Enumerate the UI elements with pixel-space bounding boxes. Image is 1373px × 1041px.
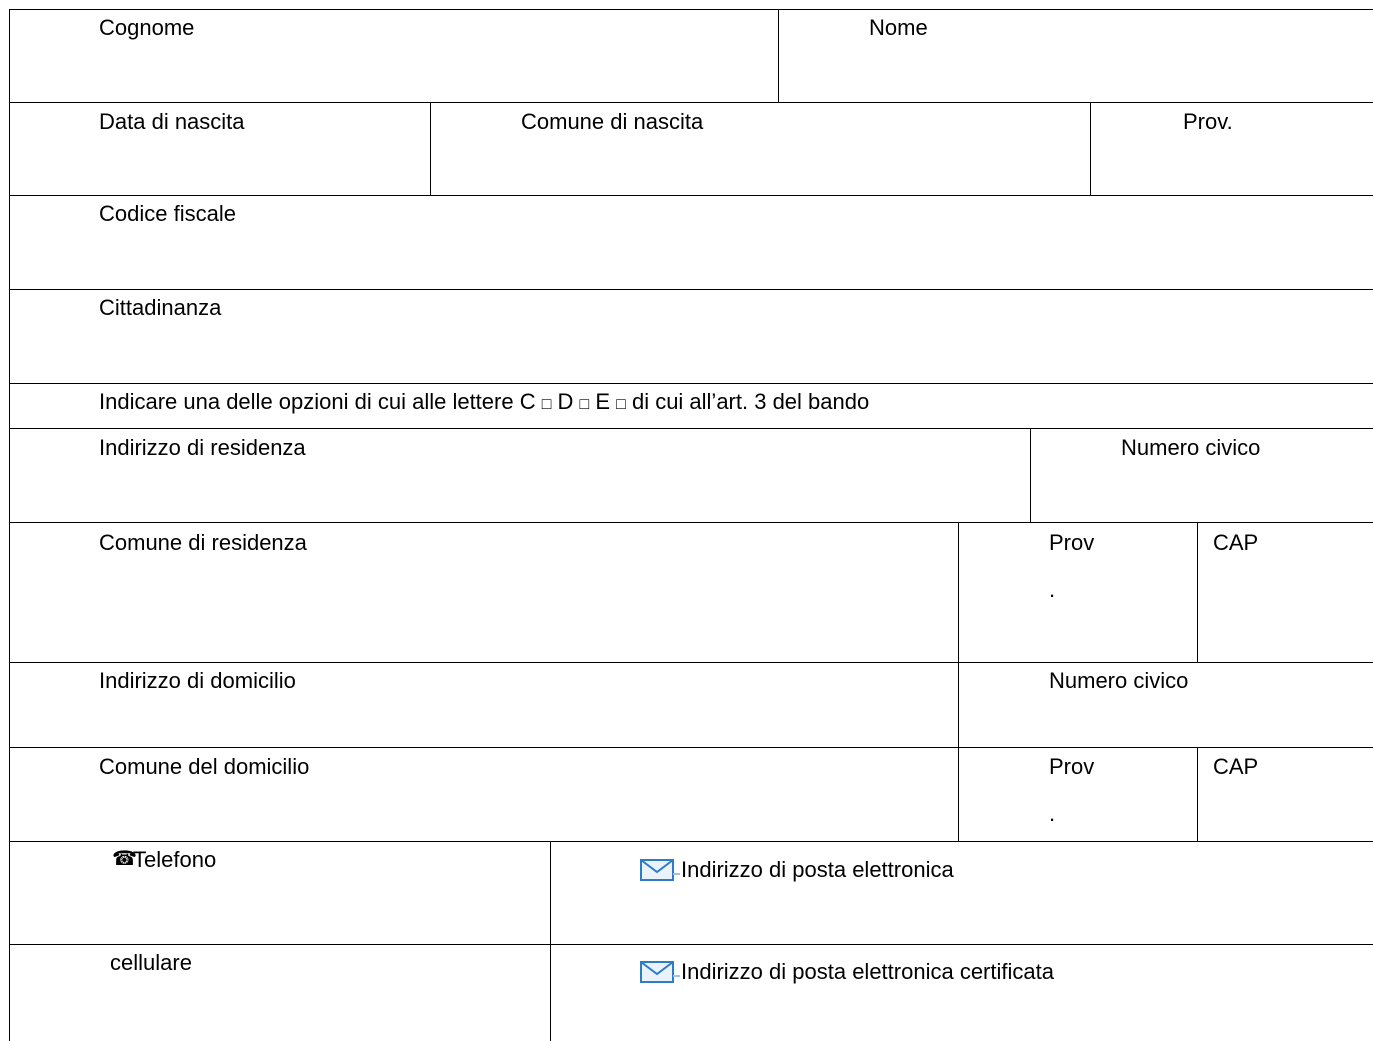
envelope-icon bbox=[640, 859, 680, 881]
telefono-label: Telefono bbox=[133, 847, 217, 872]
prov-residenza-dot: . bbox=[1049, 577, 1056, 602]
opzioni-instruction bbox=[99, 389, 869, 418]
cellulare-field[interactable] bbox=[10, 945, 550, 1041]
comune-residenza-label: Comune di residenza bbox=[99, 530, 307, 555]
cap-residenza-label: CAP bbox=[1213, 530, 1259, 555]
numero-civico-domicilio-label: Numero civico bbox=[1049, 668, 1189, 693]
telefono-field[interactable] bbox=[10, 842, 550, 944]
cap-domicilio-label: CAP bbox=[1213, 754, 1259, 779]
row-divider bbox=[9, 383, 1373, 384]
email-field[interactable] bbox=[551, 842, 1373, 944]
data-nascita-label: Data di nascita bbox=[99, 109, 245, 134]
opzione-e-label: E bbox=[595, 389, 611, 414]
email-label: Indirizzo di posta elettronica bbox=[681, 857, 954, 882]
comune-nascita-label: Comune di nascita bbox=[521, 109, 704, 134]
opzione-e-checkbox[interactable]: □ bbox=[616, 396, 626, 413]
comune-domicilio-label: Comune del domicilio bbox=[99, 754, 310, 779]
pec-label: Indirizzo di posta elettronica certificata bbox=[681, 959, 1054, 984]
numero-civico-residenza-label: Numero civico bbox=[1121, 435, 1261, 460]
nome-label: Nome bbox=[869, 15, 928, 40]
prov-domicilio-dot: . bbox=[1049, 801, 1056, 826]
indirizzo-residenza-label: Indirizzo di residenza bbox=[99, 435, 306, 460]
opzione-d-label: D bbox=[557, 389, 574, 414]
prov-domicilio-label: Prov bbox=[1049, 754, 1095, 779]
codice-fiscale-label: Codice fiscale bbox=[99, 201, 236, 226]
opzione-c-checkbox[interactable]: □ bbox=[541, 396, 552, 413]
cellulare-label: cellulare bbox=[110, 950, 192, 975]
phone-icon: ☎ bbox=[112, 846, 137, 870]
opzione-d-checkbox[interactable]: □ bbox=[579, 396, 590, 413]
opzioni-suffix: di cui all’art. 3 del bando bbox=[631, 389, 870, 414]
envelope-icon bbox=[640, 961, 680, 983]
cognome-label: Cognome bbox=[99, 15, 195, 40]
prov-residenza-label: Prov bbox=[1049, 530, 1095, 555]
prov-nascita-label: Prov. bbox=[1183, 109, 1233, 134]
indirizzo-domicilio-label: Indirizzo di domicilio bbox=[99, 668, 296, 693]
cittadinanza-label: Cittadinanza bbox=[99, 295, 222, 320]
opzioni-prefix: Indicare una delle opzioni di cui alle lettere C bbox=[99, 389, 536, 414]
